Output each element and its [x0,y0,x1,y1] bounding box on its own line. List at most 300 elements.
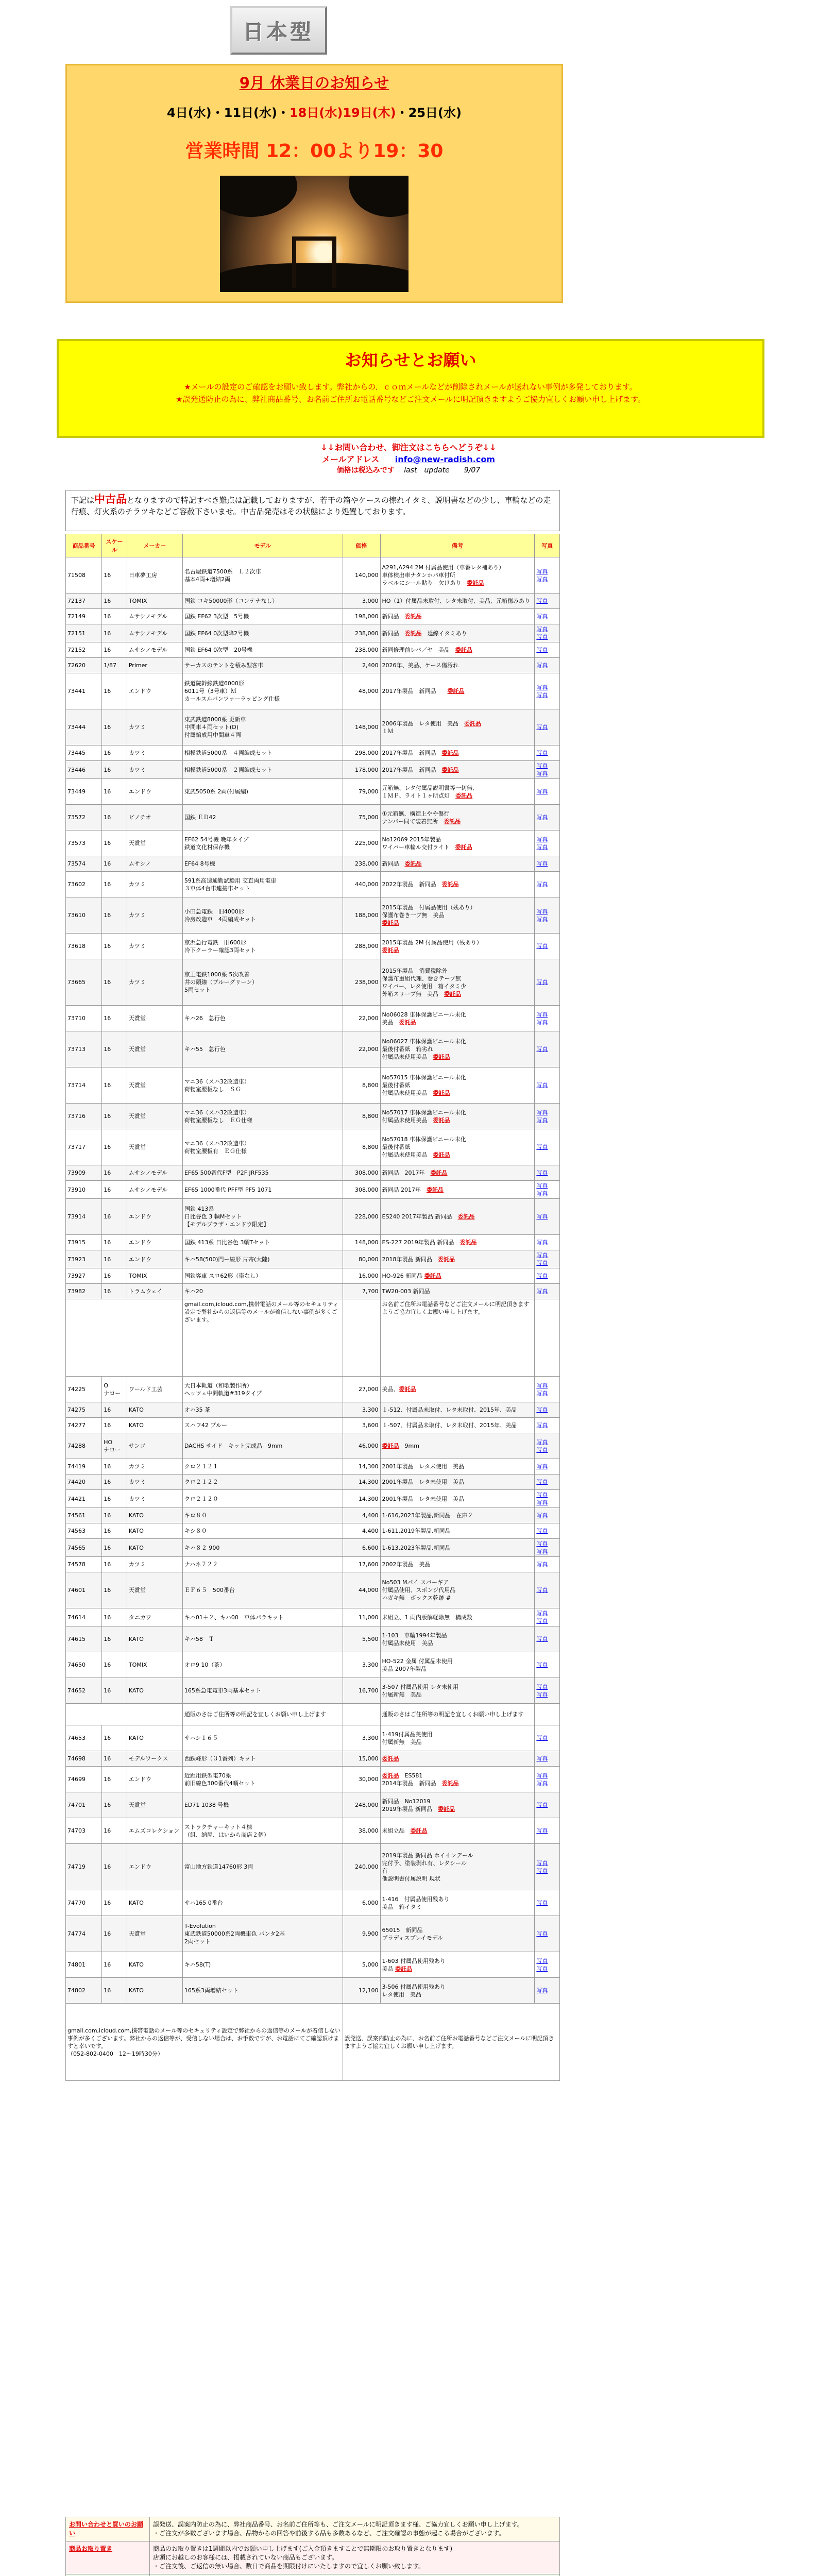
table-row [66,1284,560,1299]
remarks [380,658,535,673]
scale [102,1165,127,1181]
maker [127,1475,182,1490]
cell-line: 2015年製品 消費税除外 [382,967,448,974]
photo-link-text[interactable]: 写真 [536,762,548,769]
scale [102,1626,127,1652]
photo-link[interactable] [535,1475,560,1490]
cell-line: カツミ [128,1561,146,1568]
photo-link-text[interactable]: 写真 [536,1422,548,1429]
cell-line: 2001年製品 レタ未使用 美品 [382,1479,465,1485]
maker [127,856,182,872]
photo-link-text[interactable]: 写真 [536,1683,548,1690]
model [182,1433,343,1459]
photo-link-text[interactable]: 写真 [536,1867,548,1874]
photo-link-text[interactable]: 写真 [536,1438,548,1446]
photo-link[interactable] [535,1844,560,1890]
item-number [66,1725,102,1751]
photo-link[interactable] [535,1129,560,1165]
remarks [380,709,535,745]
photo-link[interactable] [535,831,560,856]
photo-link[interactable] [535,1539,560,1557]
photo-link-text[interactable]: 写真 [536,1965,548,1972]
table-row [66,642,560,658]
photo-link-text[interactable]: 写真 [536,1859,548,1867]
photo-link[interactable] [535,594,560,609]
site-logo[interactable] [230,6,327,55]
cell-line: KATO [128,1900,144,1906]
scale [102,779,127,805]
cell-line: 17,600 [359,1561,379,1568]
photo-link[interactable] [535,1250,560,1268]
photo-link[interactable] [535,872,560,897]
photo-link-text[interactable]: 写真 [536,1389,548,1397]
photo-link[interactable] [535,1572,560,1608]
photo-link[interactable] [535,1725,560,1751]
photo-link-text[interactable]: 写真 [536,1528,548,1534]
photo-link-text[interactable]: 写真 [536,1662,548,1668]
photo-link[interactable] [535,1235,560,1250]
photo-link[interactable] [535,1608,560,1626]
photo-link-text[interactable]: 写真 [536,1735,548,1741]
cell-line: 14,300 [359,1479,379,1485]
photo-link-text[interactable]: 写真 [536,1260,548,1266]
maker [127,1572,182,1608]
photo-link-text[interactable]: 写真 [536,1446,548,1453]
photo-link-text[interactable]: 写真 [536,908,548,915]
scale [102,594,127,609]
photo-link-text[interactable]: 写真 [536,568,548,575]
photo-link-text[interactable]: 写真 [536,662,548,669]
photo-link[interactable] [535,658,560,673]
cell-line: 外箱スリーブ無 美品 委託品 [382,990,461,997]
photo-link[interactable] [535,1508,560,1523]
photo-link-text[interactable]: 写真 [536,1618,548,1624]
photo-link-text[interactable]: 写真 [536,1610,548,1617]
photo-link-text[interactable]: 写真 [536,770,548,777]
cell-line: 73716 [67,1113,86,1120]
photo-link[interactable] [535,1165,560,1181]
cell-line: No57015 車体保護ビニール未化 [382,1074,466,1081]
cell-line: 2017年製品 新同品 委託品 [382,750,459,756]
photo-link[interactable] [535,1284,560,1299]
cell-line: 国鉄 ＥＤ42 [184,814,216,821]
photo-link[interactable] [535,805,560,831]
logo-text: 日本型 [243,20,314,44]
cell-line: 74653 [67,1735,86,1741]
remarks [380,761,535,779]
photo-link-text[interactable]: 写真 [536,1772,548,1779]
photo-link-text[interactable]: 写真 [536,1144,548,1150]
cell-line: 3-506 付属品使用残あり [382,1983,446,1990]
contact-mail-row [0,453,817,465]
scale [102,673,127,709]
cell-line: オロ9 10（茶） [184,1662,226,1668]
photo-link-text[interactable]: 写真 [536,575,548,583]
photo-link[interactable] [535,1268,560,1284]
cell-line: 140,000 [355,572,379,579]
photo-link[interactable] [535,779,560,805]
cell-line: 2022年製品 新同品 委託品 [382,881,459,888]
photo-link[interactable] [535,1792,560,1818]
maker [127,1678,182,1704]
photo-link[interactable] [535,1104,560,1129]
cell-line: エンドウ [128,788,151,795]
scale [102,1199,127,1235]
photo-link-text[interactable]: 写真 [536,1492,548,1498]
model [182,779,343,805]
maker [127,805,182,831]
photo-link-text[interactable]: 写真 [536,836,548,843]
model [182,934,343,959]
photo-link[interactable] [535,709,560,745]
remarks [380,872,535,897]
photo-link[interactable] [535,642,560,658]
cell-line: 未組立品 委託品 [382,1827,428,1834]
cell-line: 付属品未使用 美品 [382,1639,433,1647]
photo-link[interactable] [535,673,560,709]
photo-link-text[interactable]: 写真 [536,916,548,923]
photo-link-text[interactable]: 写真 [536,943,548,950]
cell-line: カツミ [128,1479,146,1485]
scale [102,856,127,872]
photo-link-text[interactable]: 写真 [536,1987,548,1994]
consignment-mark: 委託品 [464,720,482,727]
photo-link[interactable] [535,1523,560,1539]
cell-line: 48,000 [359,688,379,694]
model [182,1608,343,1626]
photo-link[interactable] [535,1751,560,1767]
price [343,1652,380,1678]
photo-link-text[interactable]: 写真 [536,1636,548,1642]
cell-line: 16 [104,1687,111,1694]
remarks [380,959,535,1006]
item-number [66,745,102,761]
photo-link[interactable] [535,1199,560,1235]
price [343,1978,380,2004]
cell-line: DACHS サイド キット完成品 9mm [184,1443,283,1449]
price [343,1678,380,1704]
remarks [380,831,535,856]
model [182,1652,343,1678]
cell-line: 248,000 [355,1802,379,1808]
model [182,1572,343,1608]
photo-link[interactable] [535,856,560,872]
item-number [66,1792,102,1818]
cell-line: 16 [104,1479,111,1485]
remarks [380,1678,535,1704]
photo-link-text[interactable]: 写真 [536,1011,548,1018]
table-row [66,779,560,805]
consignment-mark: 委託品 [438,1805,455,1812]
photo-link[interactable] [535,1767,560,1792]
cell-line: 1-416 付属品使用残あり [382,1895,450,1903]
photo-link-text[interactable]: 写真 [536,1499,548,1506]
consignment-mark: 委託品 [457,1213,475,1220]
price [343,709,380,745]
price [343,1402,380,1418]
scale [102,1129,127,1165]
remarks [380,609,535,624]
photo-link-text[interactable]: 写真 [536,843,548,851]
photo-link-text[interactable]: 写真 [536,1561,548,1568]
cell-line: 74801 [67,1961,86,1968]
photo-link[interactable] [535,609,560,624]
photo-link-text[interactable]: 写真 [536,1252,548,1259]
photo-link[interactable] [535,897,560,934]
photo-link-text[interactable]: 写真 [536,1170,548,1176]
cell-line: 冷房改造車 4両編成セット [184,916,256,923]
photo-link-text[interactable]: 写真 [536,1587,548,1594]
mail-link[interactable]: info@new-radish.com [395,454,495,464]
cell-line: 165系急電電車3両基本セット [184,1687,261,1694]
photo-link-text[interactable]: 写真 [536,1827,548,1834]
cell-line: 16 [104,860,111,867]
cell-line: HO-522 金属 付属品未使用 [382,1657,453,1665]
photo-link-text[interactable]: 写真 [536,1957,548,1964]
cell-line: キハ20 [184,1288,203,1295]
model [182,557,343,594]
photo-link[interactable] [535,1890,560,1916]
cell-line: 178,000 [355,766,379,773]
photo-link-text[interactable]: 写真 [536,1479,548,1485]
cell-line: 440,000 [355,881,379,888]
photo-link-text[interactable]: 写真 [536,1082,548,1089]
photo-link[interactable] [535,1006,560,1031]
notice-title: お知らせとお願い [345,350,476,370]
cell-line: 最後付番紙 [382,1144,411,1150]
photo-link[interactable] [535,557,560,594]
model [182,1006,343,1031]
photo-link-text[interactable]: 写真 [536,1109,548,1116]
cell-line: ED71 1038 号機 [184,1802,229,1808]
photo-link-text[interactable]: 写真 [536,1512,548,1519]
scale [102,761,127,779]
cell-line: 188,000 [355,912,379,919]
column-header: 商品番号 [66,534,102,557]
cell-line: 16 [104,647,111,653]
photo-link[interactable] [535,1181,560,1199]
model [182,1952,343,1978]
cell-line: 238,000 [355,979,379,986]
photo-link[interactable] [535,1557,560,1572]
item-number [66,761,102,779]
photo-link-text[interactable]: 写真 [536,979,548,986]
photo-link[interactable] [535,1952,560,1978]
scale [102,1978,127,2004]
photo-link[interactable] [535,761,560,779]
photo-link[interactable] [535,1377,560,1402]
cell-line: モデルワークス [128,1755,168,1762]
photo-link-text[interactable]: 写真 [536,1406,548,1413]
cell-line: 2018年製品 新同品 委託品 [382,1256,455,1263]
cell-line: 16 [104,1512,111,1519]
holiday-title: 9月 休業日のお知らせ [239,74,389,92]
photo-link[interactable] [535,1459,560,1475]
photo-link-text[interactable]: 写真 [536,613,548,620]
warning-left: 通販のさはご住所等の明記を宜しくお願い申し上げます [182,1704,343,1725]
photo-link-text[interactable]: 写真 [536,1463,548,1470]
model [182,1475,343,1490]
photo-link[interactable] [535,1818,560,1844]
photo-link-text[interactable]: 写真 [536,724,548,731]
photo-link-text[interactable]: 写真 [536,1780,548,1787]
cell-line: 16 [104,881,111,888]
photo-link-text[interactable]: 写真 [536,1548,548,1555]
price [343,1792,380,1818]
photo-link[interactable] [535,1678,560,1704]
photo-link-text[interactable]: 写真 [536,634,548,640]
photo-link-text[interactable]: 写真 [536,598,548,604]
photo-link-text[interactable]: 写真 [536,1239,548,1246]
cell-line: 【モデルプラザ・エンドウ限定】 [184,1221,269,1228]
cell-line: ムサシノモデル [128,1186,167,1193]
cell-line: マニ36（スハ32改造車） [184,1078,250,1085]
model [182,1978,343,2004]
cell-line: ムサシノ [128,860,151,867]
remarks [380,1508,535,1523]
photo-link-text[interactable]: 写真 [536,1288,548,1295]
cell-line: 3-507 付属品使用 レタ未使用 [382,1683,459,1690]
cell-line: 元箱無、レタ付属品説明書等一切無、 [382,784,479,791]
photo-link-text[interactable]: 写真 [536,684,548,691]
cell-line: 308,000 [355,1170,379,1176]
photo-link-text[interactable]: 写真 [536,1190,548,1197]
cell-line: 238,000 [355,647,379,653]
maker [127,1199,182,1235]
warning-row [66,1704,560,1725]
cell-line: 美品 箱イタミ [382,1903,422,1910]
cell-line: ムサシノモデル [128,630,167,637]
remarks [380,745,535,761]
photo-link-text[interactable]: 写真 [536,1691,548,1698]
photo-link[interactable] [535,1433,560,1459]
photo-link[interactable] [535,1490,560,1508]
cell-line: 天賞堂 [128,1082,146,1089]
photo-link-text[interactable]: 写真 [536,1382,548,1389]
table-row [66,1031,560,1067]
photo-link[interactable] [535,1031,560,1067]
cell-line: 74420 [67,1479,86,1485]
table-row [66,1181,560,1199]
cell-line: 8,800 [362,1144,379,1150]
price [343,1916,380,1952]
cell-line: 74699 [67,1776,86,1783]
photo-link[interactable] [535,1626,560,1652]
cell-line: 75,000 [359,814,379,821]
photo-link-text[interactable]: 写真 [536,1182,548,1189]
photo-link-text[interactable]: 写真 [536,860,548,867]
photo-link[interactable] [535,1978,560,2004]
cell-line: 73714 [67,1082,86,1089]
price-update-row [0,465,817,475]
cell-line: 16 [104,598,111,604]
photo-link[interactable] [535,624,560,642]
photo-link-text[interactable]: 写真 [536,1116,548,1124]
cell-line: 天賞堂 [128,1802,146,1808]
photo-link-text[interactable]: 写真 [536,750,548,756]
scale [102,1767,127,1792]
photo-link-text[interactable]: 写真 [536,1540,548,1547]
photo-link[interactable] [535,934,560,959]
photo-link[interactable] [535,745,560,761]
consignment-mark: 委託品 [441,1780,459,1787]
photo-link-text[interactable]: 写真 [536,691,548,699]
remarks [380,1268,535,1284]
cell-line: KATO [128,1422,144,1429]
cell-line: 天賞堂 [128,1113,146,1120]
cell-line: 73909 [67,1170,86,1176]
cell-line: 16 [104,1144,111,1150]
cell-line: カツミ [128,766,146,773]
photo-link-text[interactable]: 写真 [536,1802,548,1808]
photo-link[interactable] [535,1402,560,1418]
price [343,1890,380,1916]
cell-line: 荷物室腰板有 ＥＧ仕様 [184,1147,247,1155]
photo-link-text[interactable]: 写真 [536,1930,548,1937]
column-header: 価格 [343,534,380,557]
photo-link-text[interactable]: 写真 [536,881,548,888]
photo-link[interactable] [535,1652,560,1678]
photo-link-text[interactable]: 写真 [536,1273,548,1279]
photo-link[interactable] [535,1067,560,1104]
maker [127,779,182,805]
photo-link[interactable] [535,1916,560,1952]
cell-line: 73710 [67,1015,86,1022]
photo-link-text[interactable]: 写真 [536,647,548,653]
cell-line: エンドウ [128,1863,151,1870]
cell-line: 46,000 [359,1443,379,1449]
photo-link[interactable] [535,1418,560,1433]
table-row [66,1067,560,1104]
photo-link-text[interactable]: 写真 [536,1019,548,1026]
note-line: ・ご注文後、ご返信の無い場合、数日で商品を期限付けにいたしますので宜しくお願い致します。 [153,2563,425,2570]
cell-line: スハフ42 ブルー [184,1422,227,1429]
model [182,872,343,897]
photo-link-text[interactable]: 写真 [536,1046,548,1053]
table-row [66,1916,560,1952]
table-row [66,1129,560,1165]
photo-link-text[interactable]: 写真 [536,814,548,821]
cell-line: マニ36（スハ32改造車） [184,1140,250,1147]
maker [127,934,182,959]
photo-link-text[interactable]: 写真 [536,1213,548,1220]
cell-line: 74561 [67,1512,86,1519]
model [182,897,343,934]
cell-line: 保護布巻き一ブ無 美品 [382,912,445,919]
maker [127,745,182,761]
model [182,1678,343,1704]
price [343,934,380,959]
photo-link-text[interactable]: 写真 [536,1900,548,1906]
cell-line: 2026年、美品、ケース傷汚れ [382,662,458,669]
consignment-mark: 委託品 [455,792,473,799]
cell-line: 5,500 [362,1636,379,1642]
maker [127,673,182,709]
photo-link[interactable] [535,959,560,1006]
remarks [380,1377,535,1402]
cell-line: 国鉄 EF64 0次型降2号機 [184,630,249,637]
price [343,1459,380,1475]
cell-line: 74565 [67,1544,86,1551]
model [182,1818,343,1844]
cell-line: TOMIX [128,1662,147,1668]
table-row [66,1523,560,1539]
photo-link-text[interactable]: 写真 [536,626,548,633]
price [343,673,380,709]
photo-link-text[interactable]: 写真 [536,788,548,795]
photo-link-text[interactable]: 写真 [536,1755,548,1762]
model [182,1129,343,1165]
